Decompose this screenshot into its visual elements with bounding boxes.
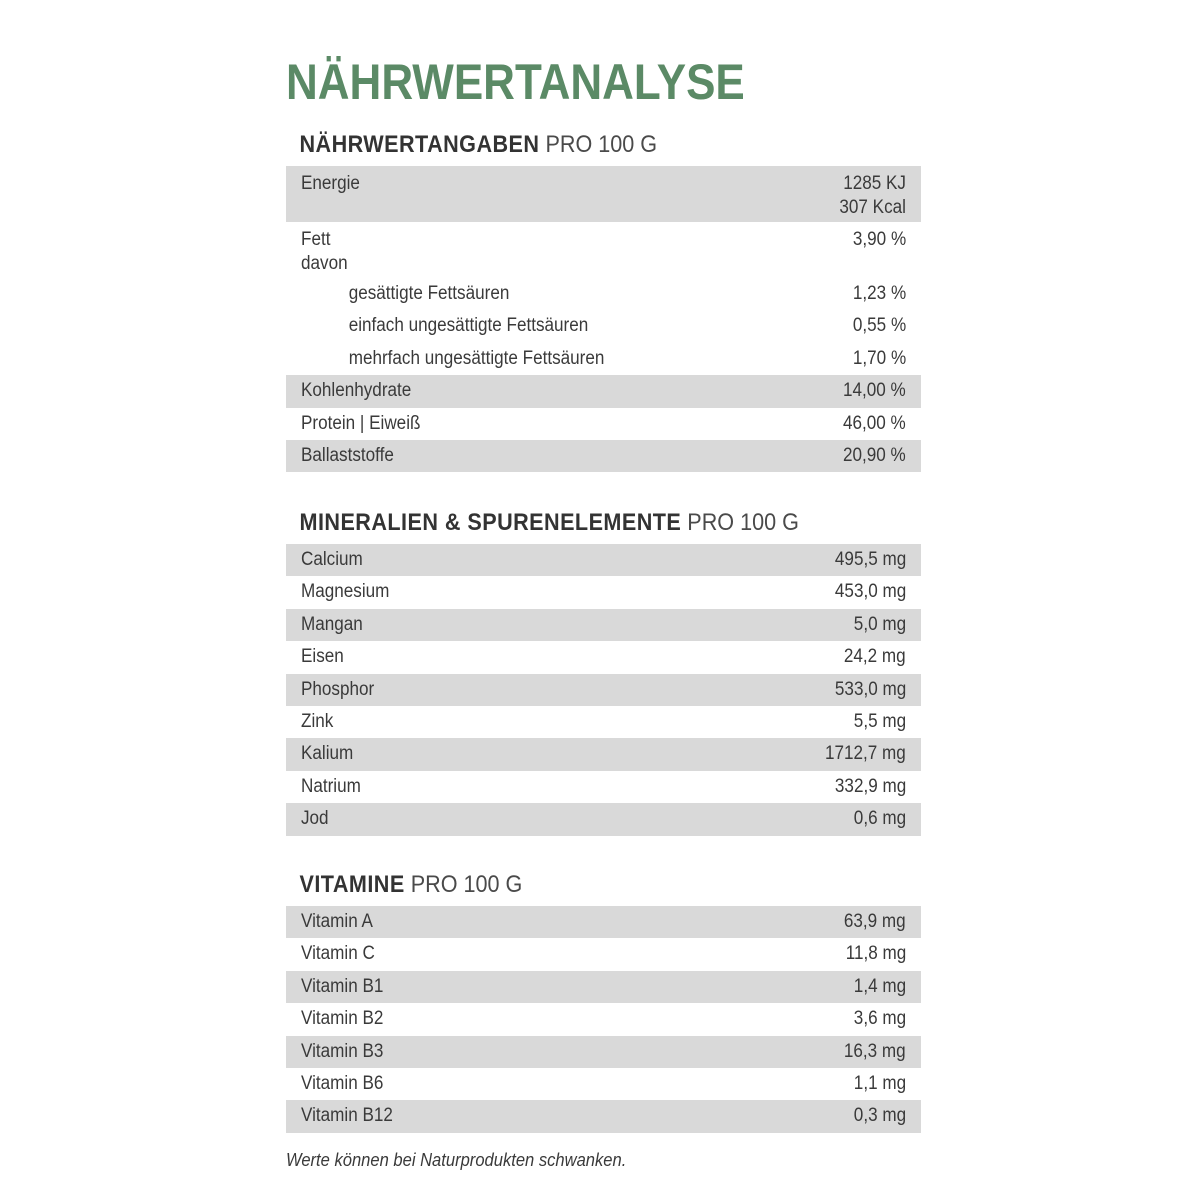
table-row-energie: [286, 166, 921, 222]
table-row-fett: [286, 222, 921, 278]
row-value: 1,70 %: [852, 347, 906, 369]
row-label: Mangan: [301, 613, 363, 635]
footnote: Werte können bei Naturprodukten schwanken.: [286, 1150, 627, 1170]
table-row: [286, 938, 921, 970]
table-row: [286, 738, 921, 770]
energy-kj-value: 1285 KJ: [843, 173, 906, 194]
row-value: 0,3 mg: [853, 1105, 906, 1127]
table-row: [286, 375, 921, 407]
row-value: 14,00 %: [843, 380, 906, 402]
table-row: [286, 343, 921, 375]
row-label: Protein | Eiweiß: [301, 412, 421, 434]
table-row: [286, 1036, 921, 1068]
section-heading: [286, 128, 858, 162]
row-label: Kohlenhydrate: [301, 380, 412, 402]
table-row: [286, 803, 921, 835]
row-label: gesättigte Fettsäuren: [348, 283, 510, 304]
row-label: Vitamin C: [301, 943, 375, 965]
row-label: Vitamin B1: [301, 975, 384, 997]
table-row: [286, 408, 921, 440]
row-value: 16,3 mg: [844, 1040, 906, 1062]
row-value: 1,1 mg: [853, 1072, 906, 1094]
row-value: 533,0 mg: [834, 678, 906, 700]
section-heading: [286, 868, 858, 902]
row-value: 3,6 mg: [853, 1008, 906, 1030]
energy-kcal-value: 307 Kcal: [839, 197, 906, 218]
page-title: NÄHRWERTANALYSE: [286, 54, 745, 110]
minerals-table: [286, 544, 921, 836]
row-label: Eisen: [301, 646, 344, 668]
section-heading-unit: PRO 100 G: [687, 509, 799, 536]
row-value: 0,6 mg: [853, 808, 906, 830]
row-label: Vitamin B3: [301, 1040, 384, 1062]
nutrition-table: [286, 166, 921, 472]
row-value: 20,90 %: [843, 444, 906, 466]
row-value: 5,5 mg: [853, 710, 906, 732]
row-label: Kalium: [301, 743, 354, 765]
section-heading-strong: NÄHRWERTANGABEN: [299, 131, 540, 158]
row-value: 5,0 mg: [853, 613, 906, 635]
table-row: [286, 641, 921, 673]
table-row: [286, 971, 921, 1003]
table-row: [286, 609, 921, 641]
row-label: Natrium: [301, 775, 361, 797]
table-row: [286, 310, 921, 342]
row-label: Zink: [301, 710, 334, 732]
table-row: [286, 544, 921, 576]
row-value: 46,00 %: [843, 412, 906, 434]
row-value: 1,23 %: [852, 283, 906, 304]
row-label: Vitamin B12: [301, 1105, 393, 1127]
row-label: Phosphor: [301, 678, 375, 700]
row-value: 1712,7 mg: [825, 743, 906, 765]
row-label: Calcium: [301, 549, 363, 570]
table-row: [286, 576, 921, 608]
row-label: Magnesium: [301, 581, 390, 603]
row-value: 24,2 mg: [844, 646, 906, 668]
table-row: [286, 771, 921, 803]
row-value: 63,9 mg: [844, 911, 906, 932]
table-row: [286, 440, 921, 472]
vitamins-table: [286, 906, 921, 1133]
row-label: Vitamin B6: [301, 1072, 384, 1094]
row-label: Energie: [301, 173, 360, 194]
row-label: mehrfach ungesättigte Fettsäuren: [348, 347, 605, 369]
row-value: 453,0 mg: [834, 581, 906, 603]
row-value: 1,4 mg: [853, 975, 906, 997]
row-label: [301, 228, 348, 276]
section-heading-unit: PRO 100 G: [545, 131, 658, 158]
table-row: [286, 1068, 921, 1100]
fat-label: Fett: [301, 229, 331, 250]
row-label: Vitamin B2: [301, 1008, 384, 1030]
row-value: 0,55 %: [852, 315, 906, 337]
section-heading-strong: MINERALIEN & SPURENELEMENTE: [299, 509, 682, 536]
row-label: Vitamin A: [301, 911, 373, 932]
section-heading-unit: PRO 100 G: [410, 871, 523, 898]
row-value: 332,9 mg: [834, 775, 906, 797]
table-row: [286, 1100, 921, 1132]
table-row: [286, 706, 921, 738]
row-value: [839, 172, 906, 220]
row-value: 11,8 mg: [845, 943, 906, 965]
row-value: 495,5 mg: [834, 549, 906, 570]
row-label: einfach ungesättigte Fettsäuren: [348, 315, 589, 337]
section-mineralien: [286, 506, 921, 836]
table-row: [286, 1003, 921, 1035]
section-naehrwertangaben: [286, 128, 921, 472]
table-row: [286, 906, 921, 938]
section-heading-strong: VITAMINE: [299, 871, 405, 898]
row-value: 3,90 %: [852, 229, 906, 250]
row-label: Ballaststoffe: [301, 444, 394, 466]
section-vitamine: [286, 868, 921, 1133]
section-heading: [286, 506, 858, 540]
table-row: [286, 278, 921, 310]
table-row: [286, 674, 921, 706]
fat-sublabel: davon: [301, 253, 348, 274]
row-label: Jod: [301, 808, 329, 830]
